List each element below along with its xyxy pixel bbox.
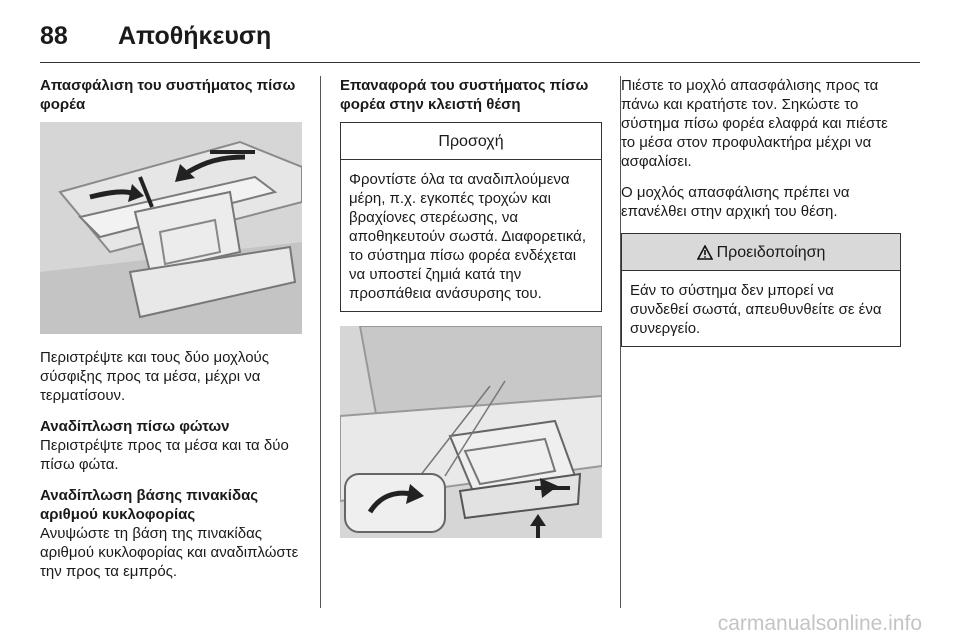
caution-title: Προσοχή [341,123,601,160]
caution-box [340,122,602,312]
warning-title: Προειδοποίηση [716,243,826,261]
paragraph-push-in: Πιέστε το μοχλό απασφάλισης προς τα πάνω και κρατήστε τον. Σηκώστε το σύστημα πίσω φορέα ελαφρά και πιέστε το μέσα στον προφυλακτήρα μέχρι να ασφαλίσει. [621,77,888,170]
section-heading-lights: Αναδίπλωση πίσω φώτων [40,418,230,435]
page-number: 88 [40,22,68,50]
header-divider [40,62,920,63]
rear-carrier-release-illustration [40,122,302,334]
rear-carrier-close-illustration [340,326,602,538]
paragraph-lever-return: Ο μοχλός απασφάλισης πρέπει να επανέλθει στην αρχική του θέση. [621,184,850,220]
paragraph-plate: Ανυψώστε τη βάση της πινακίδας αριθμού κυκλοφορίας και αναδιπλώστε την προς τα εμπρός. [40,525,299,580]
right-column [621,76,901,361]
left-column [40,76,302,593]
warning-box [621,233,901,347]
footer-watermark: carmanualsonline.info [717,612,922,635]
page-header [40,18,920,58]
section-heading-plate: Αναδίπλωση βάσης πινακίδας αριθμού κυκλοφορίας [40,487,259,523]
section-heading-close: Επαναφορά του συστήματος πίσω φορέα στην κλειστή θέση [340,77,589,113]
warning-triangle-icon [697,245,713,260]
page-title: Αποθήκευση [118,22,272,50]
column-divider-1 [320,76,321,608]
warning-header [622,234,900,271]
warning-text: Εάν το σύστημα δεν μπορεί να συνδεθεί σωστά, απευθυνθείτε σε ένα συνεργείο. [630,282,882,337]
section-heading-release: Απασφάλιση του συστήματος πίσω φορέα [40,77,296,113]
middle-column [340,76,602,552]
paragraph-lights: Περιστρέψτε προς τα μέσα και τα δύο πίσω φώτα. [40,437,289,473]
paragraph-release-levers: Περιστρέψτε και τους δύο μοχλούς σύσφιξης προς τα μέσα, μέχρι να τερματίσουν. [40,349,269,404]
caution-text: Φροντίστε όλα τα αναδιπλούμενα μέρη, π.χ. εγκοπές τροχών και βραχίονες στερέωσης, να αποθηκευτούν σωστά. Διαφορετικά, το σύστημα πίσω φορέα ενδέχεται να υποστεί ζημιά κατά την προσπάθεια ανάσυρσης του. [349,171,586,302]
